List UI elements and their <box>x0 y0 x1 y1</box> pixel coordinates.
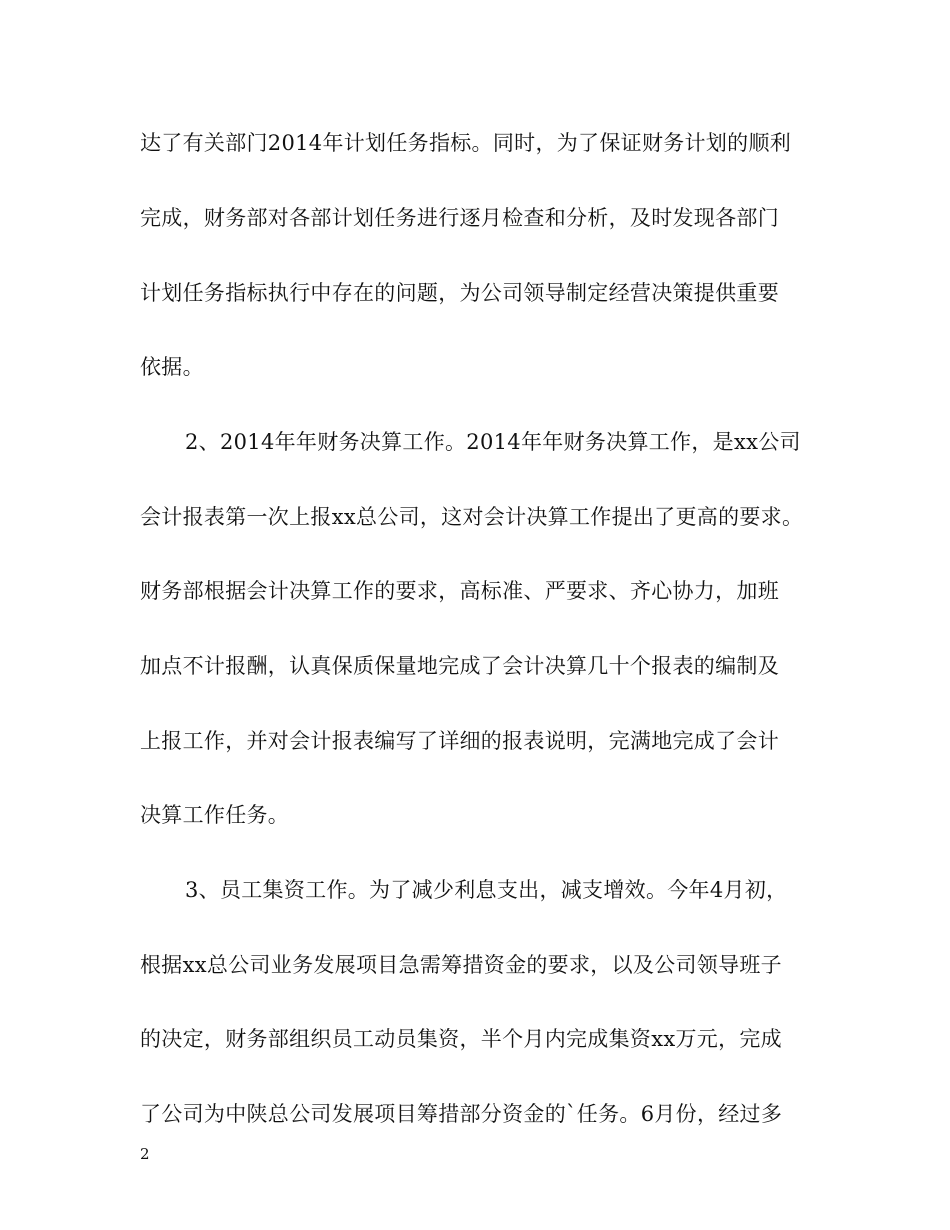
text-line: 计划任务指标执行中存在的问题，为公司领导制定经营决策提供重要 <box>140 281 779 305</box>
text-line: 达了有关部门2014年计划任务指标。同时，为了保证财务计划的顺利 <box>140 131 792 155</box>
text-line: 依据。 <box>140 355 204 379</box>
text-line: 的决定，财务部组织员工动员集资，半个月内完成集资xx万元，完成 <box>140 1027 782 1051</box>
text-line: 上报工作，并对会计报表编写了详细的报表说明，完满地完成了会计 <box>140 729 779 753</box>
text-line-paragraph-start: 2、2014年年财务决算工作。2014年年财务决算工作，是xx公司 <box>185 430 801 454</box>
text-line: 根据xx总公司业务发展项目急需筹措资金的要求，以及公司领导班子 <box>140 953 782 977</box>
text-line: 财务部根据会计决算工作的要求，高标准、严要求、齐心协力，加班 <box>140 579 779 603</box>
text-line: 加点不计报酬，认真保质保量地完成了会计决算几十个报表的编制及 <box>140 654 779 678</box>
text-line: 了公司为中陕总公司发展项目筹措部分资金的`任务。6月份，经过多 <box>140 1102 783 1126</box>
text-line-paragraph-start: 3、员工集资工作。为了减少利息支出，减支增效。今年4月初， <box>185 878 788 902</box>
text-line: 决算工作任务。 <box>140 803 290 827</box>
text-line: 完成，财务部对各部计划任务进行逐月检查和分析，及时发现各部门 <box>140 206 779 230</box>
page-number: 2 <box>140 1145 150 1163</box>
text-line: 会计报表第一次上报xx总公司，这对会计决算工作提出了更高的要求。 <box>140 505 804 529</box>
